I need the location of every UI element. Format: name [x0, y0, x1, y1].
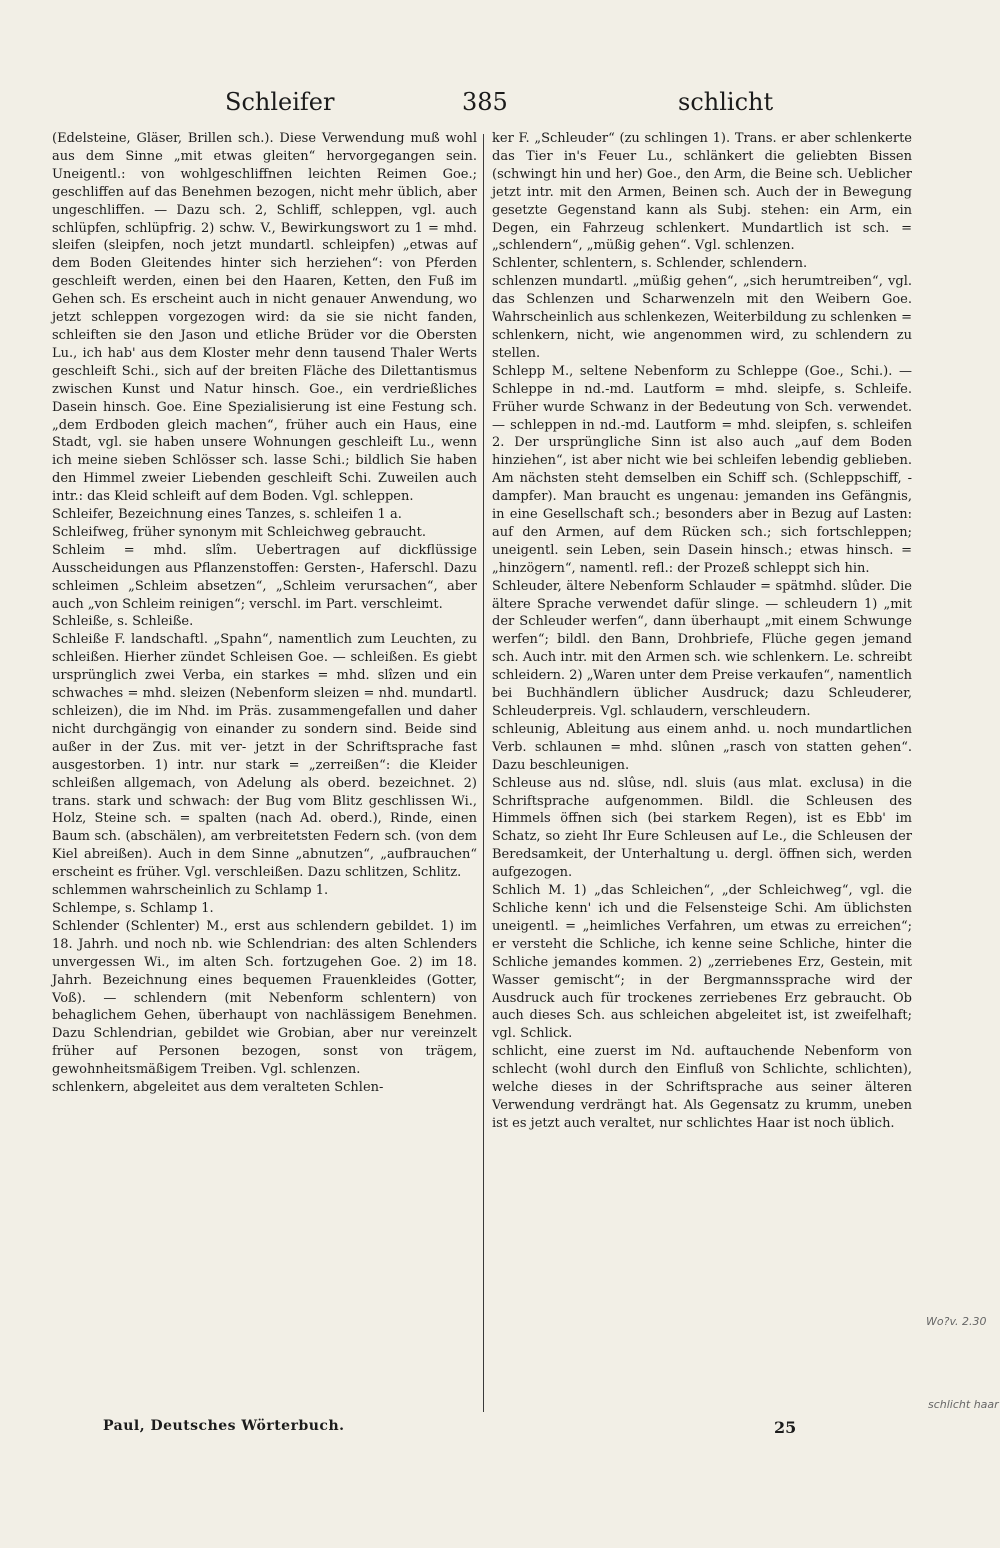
entry-schleisse: Schleiße F. landschaftl. „Spahn“, namentlich zum Leuchten, zu schleißen. Hierher zündet Schleisen Goe. — schleißen. Es giebt ursprünglich zwei Verba, ein starkes = mhd. slîzen und ein schwaches = mhd. sleizen (Nebenform sleizen = nhd. mundartl. schleizen), die im Nhd. im Präs. zusammengefallen und daher nicht durchgängig von einander zu sondern sind. Beide sind außer in der Zus. mit ver- jetzt in der Schriftsprache fast ausgestorben. 1) intr. nur stark = „zerreißen“: die Kleider schleißen allgemach, von Adelung als oberd. bezeichnet. 2) trans. stark und schwach: der Bug vom Blitz geschlissen Wi., Holz, Steine sch. = spalten (nach Ad. oberd.), Rinde, einen Baum sch. (abschälen), am verbreitetsten Federn sch. (von dem Kiel abreißen). Auch in dem Sinne „abnutzen“, „aufbrauchen“ erscheint es früher. Vgl. verschleißen. Dazu schlitzen, Schlitz. — [52, 632, 477, 881]
entry-schleifweg: Schleifweg, früher synonym mit Schleichweg gebraucht. — [52, 524, 427, 540]
entry-schlicht: schlicht, eine zuerst im Nd. auftauchende Nebenform von schlecht (wohl durch den Einfluß von Schlichte, schlichten), welche dieses in der Schriftsprache aus seiner älteren Verwendung verdrängt hat. Als Gegensatz zu krumm, uneben ist es jetzt auch veraltet, nur schlichtes Haar ist noch üblich. — [492, 1044, 912, 1131]
left-column — [52, 130, 477, 1097]
entry-schleisse-ref: Schleiße, s. Schleiße. — [52, 614, 194, 630]
footer-source: Paul, Deutsches Wörterbuch. — [103, 1418, 345, 1434]
entry-text: (Edelsteine, Gläser, Brillen sch.). Diese Verwendung muß wohl aus dem Sinne „mit etwas gleiten“ hervorgegangen sein. Uneigentl.: von wohlgeschliffnen leichten Reimen Goe.; geschliffen auf das Benehmen bezogen, nicht mehr üblich, aber ungeschliffen. — Dazu sch. 2, Schliff, schleppen, vgl. auch schlüpfen, schlüpfrig. 2) schw. V., Bewirkungswort zu 1 = mhd. sleifen (sleipfen, noch jetzt mundartl. schleipfen) „etwas auf dem Boden Gleitendes hinter sich herziehen“: von Pferden geschleift werden, einen bei den Haaren, Ketten, den Fuß im Gehen sch. Es erscheint auch in nicht genauer Anwendung, wo jetzt schleppen vorgezogen wird: da sie sie nicht fanden, schleiften sie den Jason und etliche Brüder vor die Obersten Lu., ich hab' aus dem Kloster mehr denn tausend Thaler Werts geschleift Schi., sich auf der breiten Fläche des Dilettantismus zwischen Kunst und Natur hinsch. Goe., ein verdrießliches Dasein hinsch. Goe. Eine Spezialisierung ist eine Festung sch. „dem Erdboden gleich machen“, früher auch ein Haus, eine Stadt, vgl. sie haben unsere Wohnungen geschleift Lu., wenn ich meine sieben Schlösser sch. lasse Schi.; bildlich Sie haben den Himmel zweier Liebenden geschleift Schi. Zuweilen auch intr.: das Kleid schleift auf dem Boden. Vgl. schleppen. — [52, 131, 477, 505]
page-header — [50, 88, 910, 118]
entry-schleim: Schleim = mhd. slîm. Uebertragen auf dickflüssige Ausscheidungen aus Pflanzenstoffen: Gersten-, Haferschl. Dazu schleimen „Schleim absetzen“, „Schleim verursachen“, aber auch „von Schleim reinigen“; verschl. im Part. verschleimt. — [52, 542, 477, 612]
handwritten-margin-note: schlicht haar — [928, 1398, 999, 1411]
entry-schlender: Schlender (Schlenter) M., erst aus schlendern gebildet. 1) im 18. Jahrh. und noch nb. wie Schlendrian: des alten Schlenders unvergessen Wi., im alten Sch. fortzugehen Goe. 2) im 18. Jahrh. Bezeichnung eines bequemen Frauenkleides (Gotter, Voß). — schlendern (mit Nebenform schlentern) von behaglichem Gehen, überhaupt von nachlässigem Benehmen. Dazu Schlendrian, gebildet wie Grobian, aber nur vereinzelt früher auf Personen bezogen, sonst von trägem, gewohnheitsmäßigem Treiben. Vgl. schlenzen. — [52, 918, 477, 1078]
entry-schlenkern: schlenkern, abgeleitet aus dem veralteten Schlen- — [52, 1080, 384, 1096]
entry-schlemmen: schlemmen wahrscheinlich zu Schlamp 1. — [52, 883, 329, 899]
entry-schlenter: Schlenter, schlentern, s. Schlender, schlendern. — [492, 256, 808, 272]
entry-schleuder: Schleuder, ältere Nebenform Schlauder = spätmhd. slûder. Die ältere Sprache verwendet dafür slinge. — schleudern 1) „mit der Schleuder werfen“, dann überhaupt „mit einem Schwunge werfen“; bildl. den Bann, Drohbriefe, Flüche gegen jemand sch. Auch intr. mit den Armen sch. wie schlenkern. Le. schreibt schleidern. 2) „Waren unter dem Preise verkaufen“, namentlich bei Buchhändlern üblicher Ausdruck; dazu Schleuderer, Schleuderpreis. Vgl. schlaudern, verschleudern. — [492, 578, 912, 719]
right-column — [492, 130, 912, 1133]
column-divider — [483, 134, 484, 1412]
page-number: 385 — [462, 88, 508, 116]
entry-schleuse: Schleuse aus nd. slûse, ndl. sluis (aus mlat. exclusa) in die Schriftsprache aufgenommen. Bildl. die Schleusen des Himmels öffnen sich (bei starkem Regen), ist es Ebb' im Schatz, so zieht Ihr Eure Schleusen auf Le., die Schleusen der Beredsamkeit, der Unterhaltung u. dergl. öffnen sich, werden aufgezogen. — [492, 775, 912, 881]
entry-schlepp: Schlepp M., seltene Nebenform zu Schleppe (Goe., Schi.). — Schleppe in nd.-md. Lautform = mhd. sleipfe, s. Schleife. Früher wurde Schwanz in der Bedeutung von Sch. verwendet. — schleppen in nd.-md. Lautform = mhd. sleipfen, s. schleifen 2. Der ursprüngliche Sinn ist also auch „auf dem Boden hinziehen“, ist aber nicht wie bei schleifen lebendig geblieben. Am nächsten steht demselben ein Schiff sch. (Schleppschiff, -dampfer). Man braucht es ungenau: jemanden ins Gefängnis, in eine Gesellschaft sch.; besonders aber in Bezug auf Lasten: auf den Armen, auf dem Rücken sch.; sich fortschleppen; uneigentl. sein Leben, sein Dasein hinsch.; etwas hinsch. = „hinzögern“, namentl. refl.: der Prozeß schleppt sich hin. — [492, 363, 912, 576]
handwritten-margin-note: Wo?v. 2.30 — [926, 1315, 987, 1328]
entry-continuation: ker F. „Schleuder“ (zu schlingen 1). Trans. er aber schlenkerte das Tier in's Feuer Lu., schlänkert die geliebten Bissen (schwingt hin und her) Goe., den Arm, die Beine sch. Ueblicher jetzt intr. mit den Armen, Beinen sch. Auch der in Bewegung gesetzte Gegenstand kann als Subj. stehen: ein Arm, ein Degen, ein Fahrzeug schlenkert. Mundartlich ist sch. = „schlendern“, „müßig gehen“. Vgl. schlenzen. — [492, 131, 912, 254]
footer-signature: 25 — [774, 1418, 797, 1437]
header-left-keyword: Schleifer — [225, 88, 335, 116]
entry-schleifer: Schleifer, Bezeichnung eines Tanzes, s. schleifen 1 a. — [52, 507, 402, 523]
entry-schleunig: schleunig, Ableitung aus einem anhd. u. noch mundartlichen Verb. schlaunen = mhd. slûnen „rasch von statten gehen“. Dazu beschleunigen. — [492, 721, 912, 773]
entry-schlempe: Schlempe, s. Schlamp 1. — [52, 900, 214, 916]
entry-schlich: Schlich M. 1) „das Schleichen“, „der Schleichweg“, vgl. die Schliche kenn' ich und die Felsensteige Schi. Am üblichsten uneigentl. = „heimliches Verfahren, um etwas zu erreichen“; er versteht die Schliche, ich kenne seine Schliche, hinter die Schliche jemandes kommen. 2) „zerriebenes Erz, Gestein, mit Wasser gemischt“; in der Bergmannssprache wird der Ausdruck auch für trockenes zerriebenes Erz gebraucht. Ob auch dieses Sch. aus schleichen abgeleitet ist, ist zweifelhaft; vgl. Schlick. — [492, 883, 912, 1042]
entry-schlenzen: schlenzen mundartl. „müßig gehen“, „sich herumtreiben“, vgl. das Schlenzen und Scharwenzeln mit den Weibern Goe. Wahrscheinlich aus schlenkezen, Weiterbildung zu schlenken = schlenkern, nicht, wie angenommen wird, zu schlendern zu stellen. — [492, 274, 912, 361]
header-right-keyword: schlicht — [678, 88, 774, 116]
